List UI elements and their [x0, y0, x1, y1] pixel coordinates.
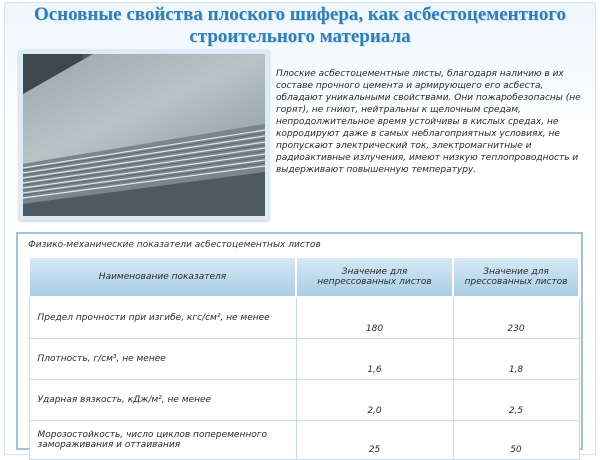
slate-stack-image	[23, 54, 265, 216]
row-value-unpressed: 180	[296, 297, 453, 339]
title-line-2: строительного материала	[189, 26, 411, 47]
properties-table	[28, 256, 580, 460]
row-value-unpressed: 25	[296, 421, 453, 460]
row-value-pressed: 2,5	[453, 380, 579, 421]
table-caption: Физико-механические показатели асбестоцементных листов	[28, 240, 321, 250]
description-text: Плоские асбестоцементные листы, благодаря наличию в их составе прочного цемента и армирующего его асбеста, обладают уникальными свойствами. Они пожаробезопасны (не горят), не гниют, нейтральны к щелочным средам, непродолжительное время устойчивы в кислых средах, не корродируют даже в самых неблагоприятных условиях, не пропускают электрический ток, электромагнитные и радиоактивные излучения, имеют низкую теплопроводность и выдерживают повышенную температуру.	[276, 69, 581, 175]
header-name: Наименование показателя	[29, 257, 296, 297]
table-row	[29, 380, 579, 421]
row-value-unpressed: 2,0	[296, 380, 453, 421]
row-value-pressed: 1,8	[453, 339, 579, 380]
row-name: Предел прочности при изгибе, кгс/см², не менее	[29, 297, 296, 339]
header-pressed: Значение для прессованных листов	[453, 257, 579, 297]
row-value-pressed: 230	[453, 297, 579, 339]
slate-photo	[19, 50, 269, 220]
table-row	[29, 339, 579, 380]
title-line-1: Основные свойства плоского шифера, как асбестоцементного	[33, 4, 567, 25]
row-name: Ударная вязкость, кДж/м², не менее	[29, 380, 296, 421]
table-header-row	[29, 257, 579, 297]
row-name: Морозостойкость, число циклов попеременного замораживания и оттаивания	[29, 421, 296, 460]
row-value-pressed: 50	[453, 421, 579, 460]
table-row	[29, 297, 579, 339]
properties-table-panel	[16, 232, 583, 455]
row-name: Плотность, г/см³, не менее	[29, 339, 296, 380]
header-unpressed: Значение для непрессованных листов	[296, 257, 453, 297]
page-title	[0, 4, 600, 48]
row-value-unpressed: 1,6	[296, 339, 453, 380]
table-row	[29, 421, 579, 460]
